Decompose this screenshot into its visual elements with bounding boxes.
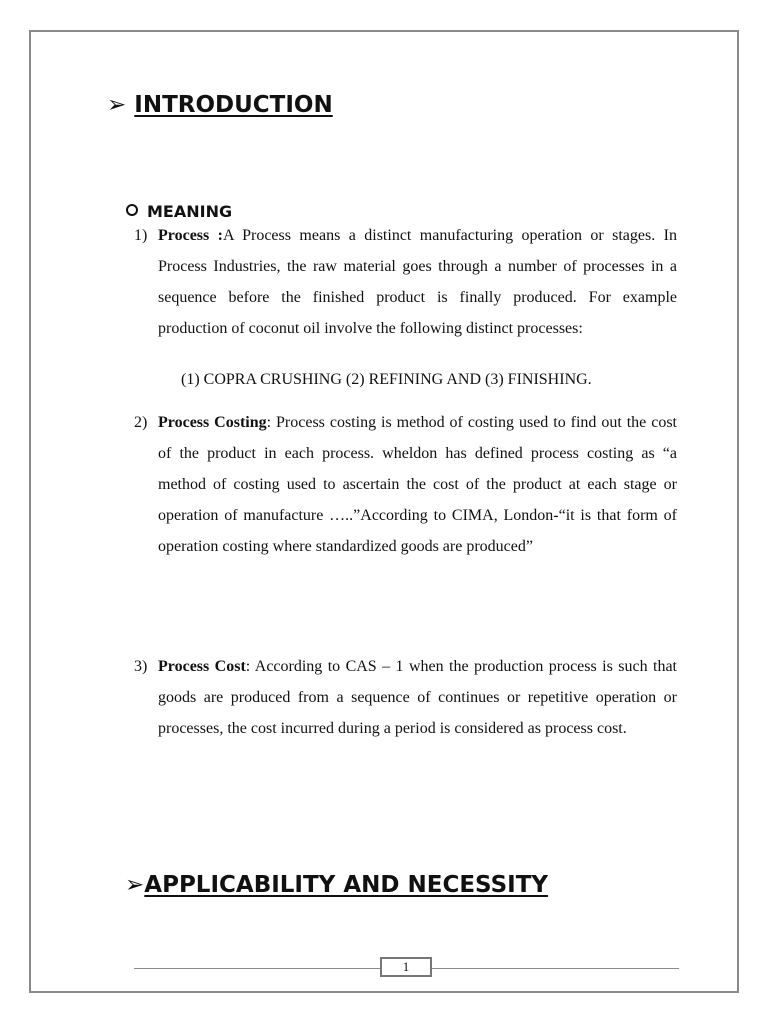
list-item-number: 3) [134, 658, 148, 675]
list-item-body [158, 407, 677, 562]
heading-applicability-text: APPLICABILITY AND NECESSITY [144, 872, 549, 898]
arrow-bullet-icon: ➢ [107, 92, 127, 118]
list-item [134, 651, 677, 744]
page-number: 1 [380, 957, 432, 977]
list-item-text: : According to CAS – 1 when the production process is such that goods are produced from a sequence of continues or repetitive operation or processes, the cost incurred during a period is considered as process cost. [158, 658, 677, 737]
process-sublist: (1) COPRA CRUSHING (2) REFINING AND (3) FINISHING. [181, 371, 592, 388]
list-item-term: Process Costing [158, 414, 267, 431]
heading-introduction-text: INTRODUCTION [134, 92, 333, 118]
list-item-body [158, 220, 677, 344]
list-item-term: Process : [158, 227, 223, 244]
list-item-term: Process Cost [158, 658, 246, 675]
list-item-text: A Process means a distinct manufacturing operation or stages. In Process Industries, the raw material goes through a number of processes in a sequence before the finished product is finally produced. For example production of coconut oil involve the following distinct processes: [158, 227, 677, 337]
list-item [134, 220, 677, 344]
list-item-number: 2) [134, 414, 148, 431]
list-item [134, 407, 677, 562]
list-item-text: : Process costing is method of costing used to find out the cost of the product in each process. wheldon has defined process costing as “a method of costing used to ascertain the cost of the product at each stage or operation of manufacture …..”According to CIMA, London-“it is that form of operation costing where standardized goods are produced” [158, 414, 677, 555]
heading-applicability [125, 872, 548, 898]
list-item-number: 1) [134, 227, 148, 244]
circle-bullet-icon [126, 204, 138, 216]
subheading-meaning-text: MEANING [147, 202, 233, 221]
heading-introduction [107, 92, 333, 118]
list-item-body [158, 651, 677, 744]
arrow-bullet-icon: ➢ [125, 872, 145, 898]
subheading-meaning [126, 202, 232, 221]
